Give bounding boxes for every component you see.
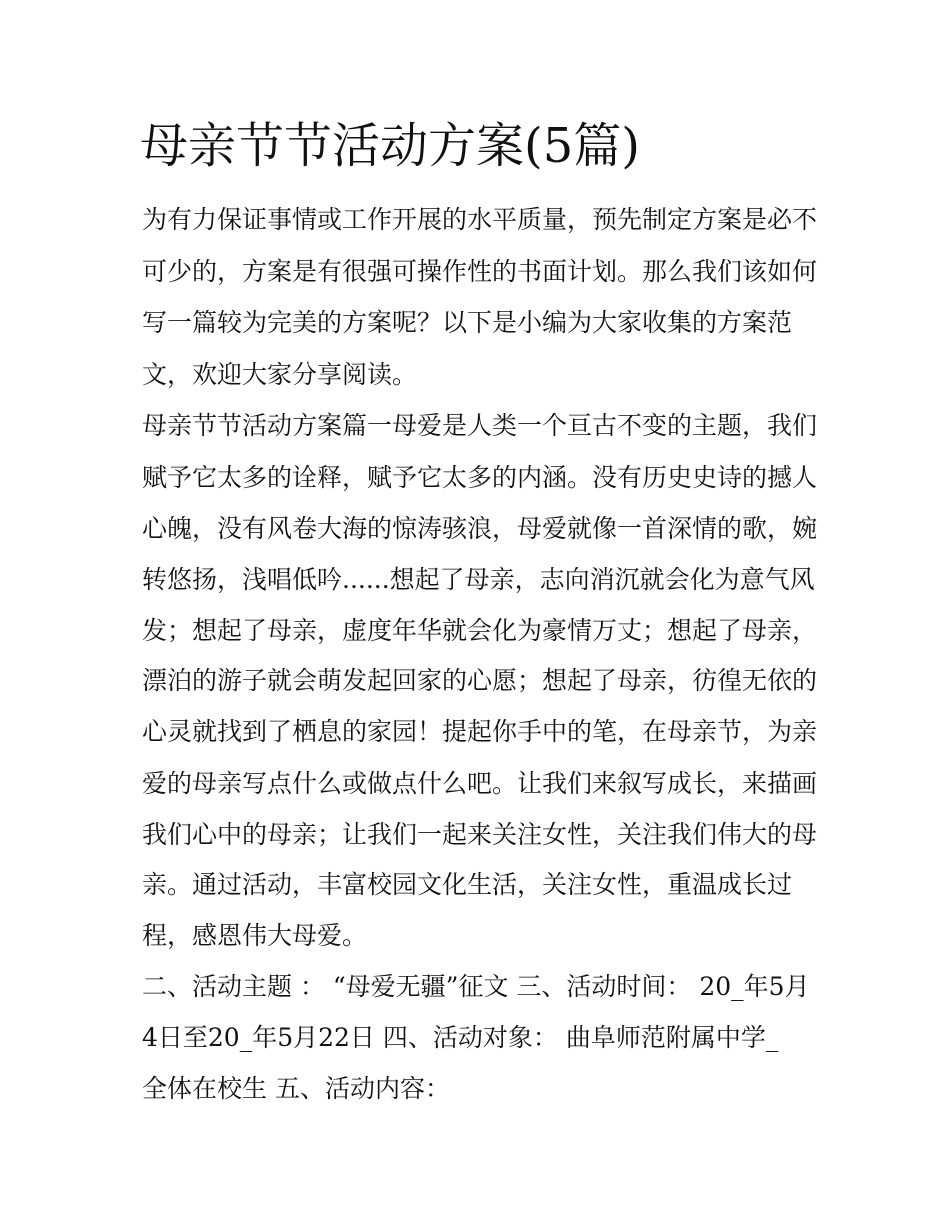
body-line: 文，欢迎大家分享阅读。 [142, 360, 418, 389]
body-line: 心灵就找到了栖息的家园！提起你手中的笔，在母亲节，为亲 [142, 717, 818, 746]
body-line: 我们心中的母亲；让我们一起来关注女性，关注我们伟大的母 [142, 820, 818, 849]
body-line: 发；想起了母亲，虚度年华就会化为豪情万丈；想起了母亲， [142, 616, 818, 645]
body-line: 写一篇较为完美的方案呢？以下是小编为大家收集的方案范 [142, 308, 793, 337]
body-line: 为有力保证事情或工作开展的水平质量，预先制定方案是必不 [142, 205, 818, 234]
body-line: 可少的，方案是有很强可操作性的书面计划。那么我们该如何 [142, 257, 818, 286]
body-line: 4日至20_年5月22日 四、活动对象： 曲阜师范附属中学_ [142, 1023, 779, 1052]
body-line: 二、活动主题 ： “母爱无疆”征文 三、活动时间： 20_年5月 [142, 972, 810, 1001]
body-line: 全体在校生 五、活动内容： [142, 1074, 450, 1103]
body-line: 爱的母亲写点什么或做点什么吧。让我们来叙写成长，来描画 [142, 769, 818, 798]
body-line: 程，感恩伟大母爱。 [142, 921, 368, 950]
document-title: 母亲节节活动方案(5篇) [140, 118, 640, 174]
body-line: 赋予它太多的诠释，赋予它太多的内涵。没有历史史诗的撼人 [142, 463, 818, 492]
body-line: 亲。通过活动，丰富校园文化生活，关注女性，重温成长过 [142, 870, 793, 899]
body-line: 转悠扬，浅唱低吟......想起了母亲，志向消沉就会化为意气风 [142, 565, 815, 594]
body-line: 心魄，没有风卷大海的惊涛骇浪，母爱就像一首深情的歌，婉 [142, 514, 818, 543]
body-line: 漂泊的游子就会萌发起回家的心愿；想起了母亲，彷徨无依的 [142, 666, 818, 695]
body-line: 母亲节节活动方案篇一母爱是人类一个亘古不变的主题，我们 [142, 411, 818, 440]
